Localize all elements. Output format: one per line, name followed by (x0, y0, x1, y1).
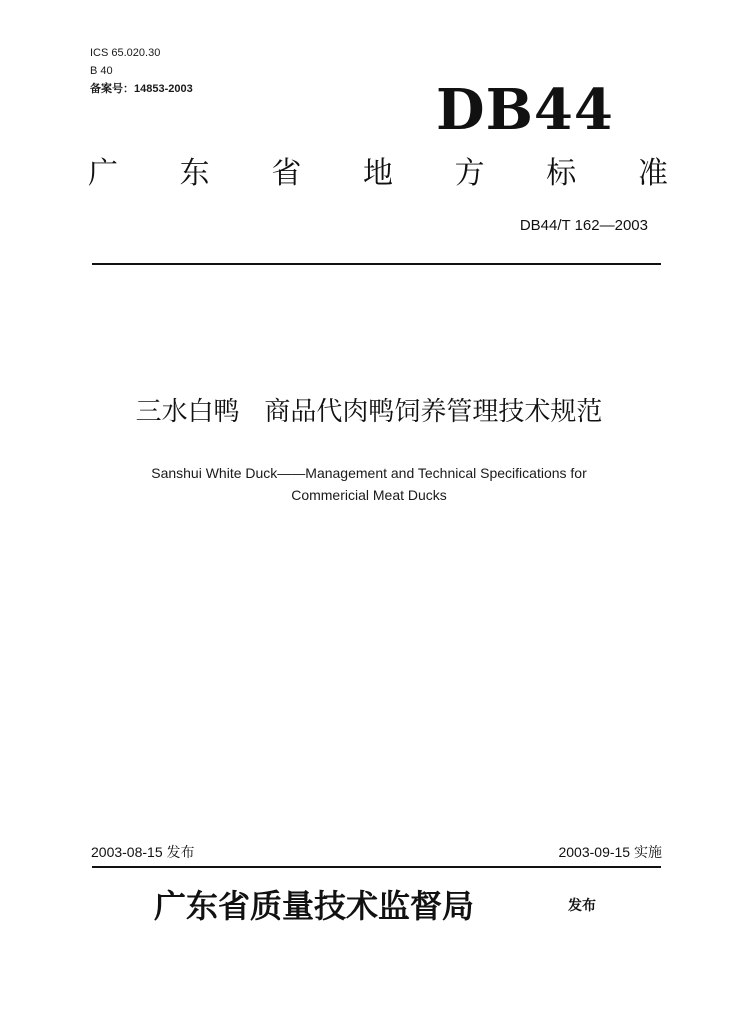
classification-code: B 40 (90, 65, 113, 77)
issuer-action: 发布 (568, 898, 596, 914)
document-title-english (0, 462, 738, 506)
effective-date: 2003-09-15 实施 (558, 844, 662, 860)
english-title-line: Commericial Meat Ducks (291, 487, 447, 503)
record-number: 备案号：14853-2003 (90, 83, 193, 95)
standard-type-char: 省 (271, 156, 302, 191)
db-logo: DB44 (436, 77, 614, 143)
standard-type-char: 方 (454, 156, 485, 191)
standard-type-char: 准 (637, 156, 668, 191)
english-title-line: Sanshui White Duck——Management and Technical Specifications for (151, 465, 587, 481)
standard-type-char: 广 (88, 156, 118, 191)
standard-type-heading (88, 154, 668, 194)
standard-number: DB44/T 162—2003 (519, 217, 648, 234)
standard-type-char: 东 (179, 156, 210, 191)
top-divider (92, 263, 661, 265)
standard-type-char: 标 (546, 156, 577, 191)
document-title-chinese: 三水白鸭 商品代肉鸭饲养管理技术规范 (135, 397, 603, 427)
standard-type-char: 地 (362, 156, 393, 191)
bottom-divider (92, 866, 661, 868)
issue-date: 2003-08-15 发布 (91, 844, 195, 860)
ics-code: ICS 65.020.30 (90, 47, 161, 59)
issuing-authority: 广东省质量技术监督局 (154, 887, 475, 925)
